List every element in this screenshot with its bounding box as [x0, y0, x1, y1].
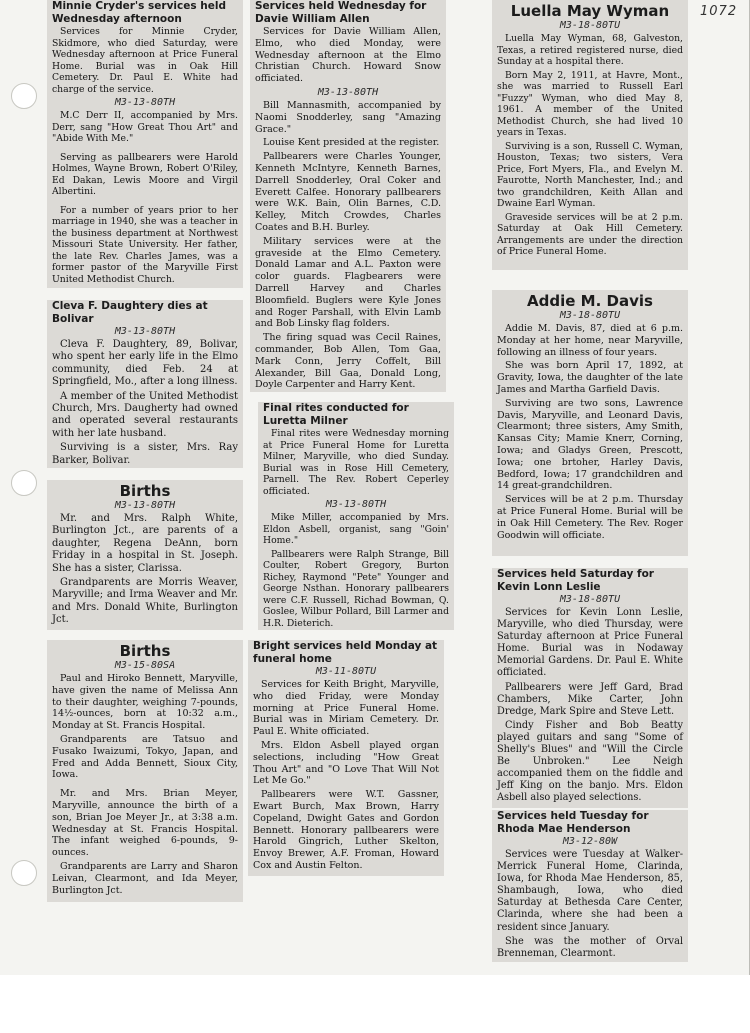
headline: Luella May Wyman	[510, 2, 670, 20]
paragraph: Pallbearers were Jeff Gard, Brad Chambers, Mike Carter, John Dredge, Mark Spire and Steve Lett.	[497, 681, 683, 717]
paragraph: Final rites were Wednesday morning at Price Funeral Home for Luretta Milner, Maryville, who died Sunday. Burial was in Rose Hill Cemetery, Parnell. The Rev. Robert Ceperley officiated.	[263, 428, 449, 497]
paragraph: Mr. and Mrs. Brian Meyer, Maryville, announce the birth of a son, Brian Joe Meyer Jr., at 3:38 a.m. Wednesday at St. Francis Hospital. The infant weighed 6-pounds, 9-ounces.	[52, 788, 238, 859]
paragraph: Services for Minnie Cryder, Skidmore, who died Saturday, were Wednesday afternoon at Price Funeral Home. Burial was in Oak Hill Cemetery. Dr. Paul E. White had charge of the service.	[52, 26, 238, 95]
paragraph: Surviving are two sons, Lawrence Davis, Maryville, and Leonard Davis, Clearmont; three sisters, Amy Smith, Kansas City; Mamie Knerr, Corning, Iowa; and Gladys Green, Prescott, Iowa; one brtoher, Harley Davis, Bedford, Iowa; 17 grandchildren and 14 great-grandchildren.	[497, 397, 683, 492]
clipping-henderson	[492, 810, 688, 962]
punch-hole	[11, 860, 37, 886]
handwritten-date: M3-13-80TH	[114, 500, 176, 511]
paragraph: M.C Derr II, accompanied by Mrs. Derr, sang "How Great Thou Art" and "Abide With Me."	[52, 110, 238, 144]
clipping-allen	[250, 0, 446, 392]
paragraph: Born May 2, 1911, at Havre, Mont., she was married to Russell Earl "Fuzzy" Wyman, who died May 8, 1961. A member of the United Methodist Church, she had lived 10 years in Texas.	[497, 69, 683, 138]
punch-hole	[11, 83, 37, 109]
paragraph: Surviving is a son, Russell C. Wyman, Houston, Texas; two sisters, Vera Price, Fort Myers, Fla., and Evelyn M. Faurotte, North Manchester, Ind.; and two grandchildren, Keith Allan and Dwaine Earl Wyman.	[497, 140, 683, 209]
clipping-daughtery	[47, 300, 243, 468]
paragraph: Bill Mannasmith, accompanied by Naomi Snodderley, sang "Amazing Grace."	[255, 99, 441, 135]
handwritten-date: M3-13-80TH	[317, 86, 379, 98]
headline: Births	[119, 482, 171, 500]
paragraph: Louise Kent presided at the register.	[263, 137, 440, 149]
headline: Births	[119, 642, 171, 660]
handwritten-date: M3-13-80TH	[114, 326, 176, 337]
paragraph: For a number of years prior to her marriage in 1940, she was a teacher in the business department at Northwest Missouri State University. Her father, the late Rev. Charles James, was a former pastor of the Maryville First United Methodist Church.	[52, 204, 238, 285]
page-number: 1072	[700, 4, 738, 19]
paragraph: Graveside services will be at 2 p.m. Saturday at Oak Hill Cemetery. Arrangements are under the direction of Price Funeral Home.	[497, 211, 683, 257]
paragraph: Services for Davie William Allen, Elmo, who died Monday, were Wednesday afternoon at the Elmo Christian Church. Howard Snow officiated.	[255, 26, 441, 85]
paragraph: Cindy Fisher and Bob Beatty played guitars and sang "Some of Shelly's Blues" and "Will the Circle Be Unbroken." Lee Neigh accompanied them on the fiddle and Jeff King on the banjo. Mrs. Eldon Asbell also played selections.	[497, 719, 683, 804]
clipping-davis	[492, 290, 688, 556]
clipping-births-top	[47, 480, 243, 630]
paragraph: Paul and Hiroko Bennett, Maryville, have given the name of Melissa Ann to their daughter, weighing 7-pounds, 14½-ounces, born at 10:32 a.m., Monday at St. Francis Hospital.	[52, 673, 238, 732]
paragraph: Services will be at 2 p.m. Thursday at Price Funeral Home. Burial will be in Oak Hill Cemetery. The Rev. Roger Goodwin will officiate.	[497, 494, 683, 541]
paragraph: Grandparents are Tatsuo and Fusako Iwaizumi, Tokyo, Japan, and Fred and Adda Bennett, Sioux City, Iowa.	[52, 733, 238, 781]
paragraph: Pallbearers were W.T. Gassner, Ewart Burch, Max Brown, Harry Copeland, Dwight Gates and Gordon Bennett. Honorary pallbearers were Harold Gingrich, Luther Skelton, Envoy Brewer, A.F. Froman, Howard Cox and Austin Felton.	[253, 789, 439, 871]
handwritten-date: M3-15-80SA	[114, 660, 176, 671]
paragraph: Military services were at the graveside at the Elmo Cemetery. Donald Lamar and A.L. Paxton were color guards. Flagbearers were Darrell Harvey and Charles Bloomfield. Buglers were Kyle Jones and Roger Parshall, with Elvin Lamb and Bob Linsky flag folders.	[255, 235, 441, 330]
paragraph: Mike Miller, accompanied by Mrs. Eldon Asbell, organist, sang "Goin' Home."	[263, 512, 449, 546]
punch-hole	[11, 470, 37, 496]
paragraph: Addie M. Davis, 87, died at 6 p.m. Monday at her home, near Maryville, following an illness of four years.	[497, 323, 683, 358]
clipping-cryder	[47, 0, 243, 288]
headline: Cleva F. Daughtery dies at Bolivar	[52, 300, 208, 325]
paragraph: Mrs. Eldon Asbell played organ selections, including "How Great Thou Art" and "O Love That Will Not Let Me Go."	[253, 739, 439, 787]
headline: Minnie Cryder's services held Wednesday afternoon	[52, 0, 226, 25]
handwritten-date: M3-13-80TH	[325, 499, 387, 510]
paragraph: Mr. and Mrs. Ralph White, Burlington Jct., are parents of a daughter, Regena DeAnn, born Friday in a hospital in St. Joseph. She has a sister, Clarissa.	[52, 513, 238, 574]
paragraph: Cleva F. Daughtery, 89, Bolivar, who spent her early life in the Elmo community, died Feb. 24 at Springfield, Mo., after a long illness.	[52, 339, 238, 388]
paragraph: Services were Tuesday at Walker-Merrick Funeral Home, Clarinda, Iowa, for Rhoda Mae Henderson, 85, Shambaugh, Iowa, who died Saturday at Bethesda Care Center, Clarinda, where she had been a resident since January.	[497, 849, 683, 933]
headline: Final rites conducted for Luretta Milner	[263, 402, 409, 427]
paragraph: Serving as pallbearers were Harold Holmes, Wayne Brown, Robert O'Riley, Ed Dakan, Lewis Moore and Virgil Albertini.	[52, 151, 238, 197]
paragraph: Luella May Wyman, 68, Galveston, Texas, a retired registered nurse, died Sunday at a hospital there.	[497, 33, 683, 67]
clipping-births-left	[47, 640, 243, 902]
headline: Services held Wednesday for Davie William Allen	[255, 0, 427, 25]
paragraph: The firing squad was Cecil Raines, commander, Bob Allen, Tom Gaa, Mark Conn, Jerry Coffelt, Bill Alexander, Bill Gaa, Donald Long, Doyle Carpenter and Harry Kent.	[255, 332, 441, 391]
clipping-milner	[258, 402, 454, 630]
headline: Addie M. Davis	[527, 292, 653, 310]
paragraph: Grandparents are Larry and Sharon Leivan, Clearmont, and Ida Meyer, Burlington Jct.	[52, 860, 238, 896]
paragraph: A member of the United Methodist Church, Mrs. Daugherty had owned and operated several restaurants with her late husband.	[52, 390, 238, 439]
paragraph: Services for Kevin Lonn Leslie, Maryville, who died Thursday, were Saturday afternoon at Price Funeral Home. Burial was in Nodaway Memorial Gardens. Dr. Paul E. White officiated.	[497, 607, 683, 679]
headline: Bright services held Monday at funeral home	[253, 640, 438, 665]
paragraph: Grandparents are Morris Weaver, Maryville; and Irma Weaver and Mr. and Mrs. Donald White, Burlington Jct.	[52, 577, 238, 626]
clipping-leslie	[492, 568, 688, 808]
handwritten-date: M3-18-80TU	[559, 310, 621, 321]
clipping-wyman	[492, 0, 688, 270]
headline: Services held Tuesday for Rhoda Mae Henderson	[497, 810, 649, 835]
handwritten-date: M3-18-80TU	[559, 20, 621, 31]
handwritten-date: M3-13-80TH	[114, 97, 176, 108]
paragraph: Pallbearers were Charles Younger, Kenneth McIntyre, Kenneth Barnes, Darrell Snodderley, Oral Coker and Everett Calfee. Honorary pallbearers were W.K. Bain, Olin Barnes, C.D. Kelley, Mitch Crowdes, Charles Coates and B.H. Burley.	[255, 151, 441, 233]
handwritten-date: M3-12-80W	[562, 836, 618, 847]
handwritten-date: M3-18-80TU	[559, 594, 621, 605]
headline: Services held Saturday for Kevin Lonn Leslie	[497, 568, 654, 593]
paragraph: Services for Keith Bright, Maryville, who died Friday, were Monday morning at Price Funeral Home. Burial was in Miriam Cemetery. Dr. Paul E. White officiated.	[253, 679, 439, 738]
paragraph: Surviving is a sister, Mrs. Ray Barker, Bolivar.	[52, 442, 238, 466]
handwritten-date: M3-11-80TU	[315, 666, 377, 677]
paragraph: She was the mother of Orval Brenneman, Clearmont.	[497, 935, 683, 959]
clipping-bright	[248, 640, 444, 876]
paragraph: Pallbearers were Ralph Strange, Bill Coulter, Robert Gregory, Burton Richey, Raymond "Pete" Younger and George Nsthan. Honorary pallbearers were C.F. Russell, Richad Bowman, Q. Goslee, Wilbur Pollard, Bill Larmer and H.R. Dieterich.	[263, 548, 449, 629]
paragraph: She was born April 17, 1892, at Gravity, Iowa, the daughter of the late James and Martha Garfield Davis.	[497, 360, 683, 395]
